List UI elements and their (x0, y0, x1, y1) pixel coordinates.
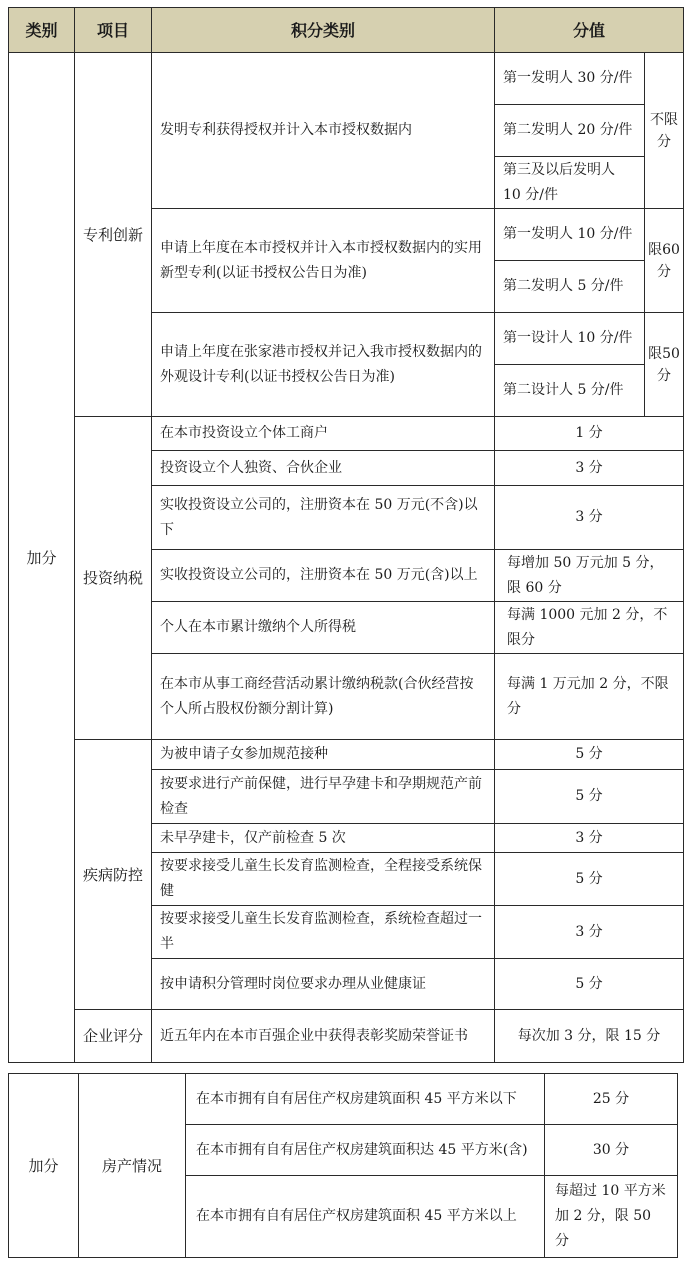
item-desc: 实收投资设立公司的，注册资本在 50 万元(不含)以下 (152, 486, 495, 550)
item-value: 每次加 3 分，限 15 分 (495, 1010, 684, 1063)
item-sub: 第三及以后发明人 10 分/件 (495, 157, 645, 209)
item-sub: 第一发明人 30 分/件 (495, 53, 645, 105)
item-desc: 近五年内在本市百强企业中获得表彰奖励荣誉证书 (152, 1010, 495, 1063)
item-desc: 申请上年度在张家港市授权并记入我市授权数据内的外观设计专利(以证书授权公告日为准) (152, 313, 495, 417)
points-table (8, 7, 684, 1063)
item-value: 每超过 10 平方米加 2 分，限 50 分 (545, 1176, 678, 1258)
item-value: 每满 1000 元加 2 分，不限分 (495, 602, 684, 654)
item-value: 3 分 (495, 486, 684, 550)
item-desc: 按申请积分管理时岗位要求办理从业健康证 (152, 959, 495, 1010)
item-desc: 按要求接受儿童生长发育监测检查，系统检查超过一半 (152, 906, 495, 959)
project-housing: 房产情况 (79, 1074, 186, 1258)
header-project: 项目 (75, 8, 152, 53)
item-value: 每满 1 万元加 2 分，不限分 (495, 654, 684, 740)
item-desc: 投资设立个人独资、合伙企业 (152, 451, 495, 486)
item-value: 5 分 (495, 959, 684, 1010)
project-patent: 专利创新 (75, 53, 152, 417)
item-value: 每增加 50 万元加 5 分，限 60 分 (495, 550, 684, 602)
table-row (9, 53, 684, 105)
housing-table (8, 1073, 678, 1258)
table-row (9, 1074, 678, 1125)
item-desc: 在本市拥有自有居住产权房建筑面积 45 平方米以上 (186, 1176, 545, 1258)
item-value: 1 分 (495, 417, 684, 451)
project-invest: 投资纳税 (75, 417, 152, 740)
item-desc: 在本市投资设立个体工商户 (152, 417, 495, 451)
header-points-type: 积分类别 (152, 8, 495, 53)
header-row (9, 8, 684, 53)
item-desc: 在本市从事工商经营活动累计缴纳税款(合伙经营按个人所占股权份额分割计算) (152, 654, 495, 740)
item-value: 5 分 (495, 770, 684, 824)
table-row (9, 1010, 684, 1063)
item-sub: 第二设计人 5 分/件 (495, 365, 645, 417)
project-enterprise: 企业评分 (75, 1010, 152, 1063)
item-value: 30 分 (545, 1125, 678, 1176)
item-value: 5 分 (495, 853, 684, 906)
table-row (9, 740, 684, 770)
table-row (9, 417, 684, 451)
item-value: 3 分 (495, 451, 684, 486)
item-limit: 不限分 (645, 53, 684, 209)
item-desc: 按要求进行产前保健，进行早孕建卡和孕期规范产前检查 (152, 770, 495, 824)
item-desc: 申请上年度在本市授权并计入本市授权数据内的实用新型专利(以证书授权公告日为准) (152, 209, 495, 313)
item-desc: 个人在本市累计缴纳个人所得税 (152, 602, 495, 654)
item-sub: 第一发明人 10 分/件 (495, 209, 645, 261)
item-desc: 未早孕建卡，仅产前检查 5 次 (152, 824, 495, 853)
item-desc: 为被申请子女参加规范接种 (152, 740, 495, 770)
header-category: 类别 (9, 8, 75, 53)
project-disease: 疾病防控 (75, 740, 152, 1010)
item-desc: 实收投资设立公司的，注册资本在 50 万元(含)以上 (152, 550, 495, 602)
item-limit: 限50分 (645, 313, 684, 417)
item-sub: 第二发明人 5 分/件 (495, 261, 645, 313)
item-desc: 发明专利获得授权并计入本市授权数据内 (152, 53, 495, 209)
item-value: 3 分 (495, 824, 684, 853)
category-cell: 加分 (9, 53, 75, 1063)
item-limit: 限60分 (645, 209, 684, 313)
header-value: 分值 (495, 8, 684, 53)
item-desc: 在本市拥有自有居住产权房建筑面积达 45 平方米(含) (186, 1125, 545, 1176)
item-sub: 第二发明人 20 分/件 (495, 105, 645, 157)
item-desc: 按要求接受儿童生长发育监测检查，全程接受系统保健 (152, 853, 495, 906)
category-cell: 加分 (9, 1074, 79, 1258)
item-desc: 在本市拥有自有居住产权房建筑面积 45 平方米以下 (186, 1074, 545, 1125)
item-sub: 第一设计人 10 分/件 (495, 313, 645, 365)
item-value: 25 分 (545, 1074, 678, 1125)
item-value: 3 分 (495, 906, 684, 959)
item-value: 5 分 (495, 740, 684, 770)
